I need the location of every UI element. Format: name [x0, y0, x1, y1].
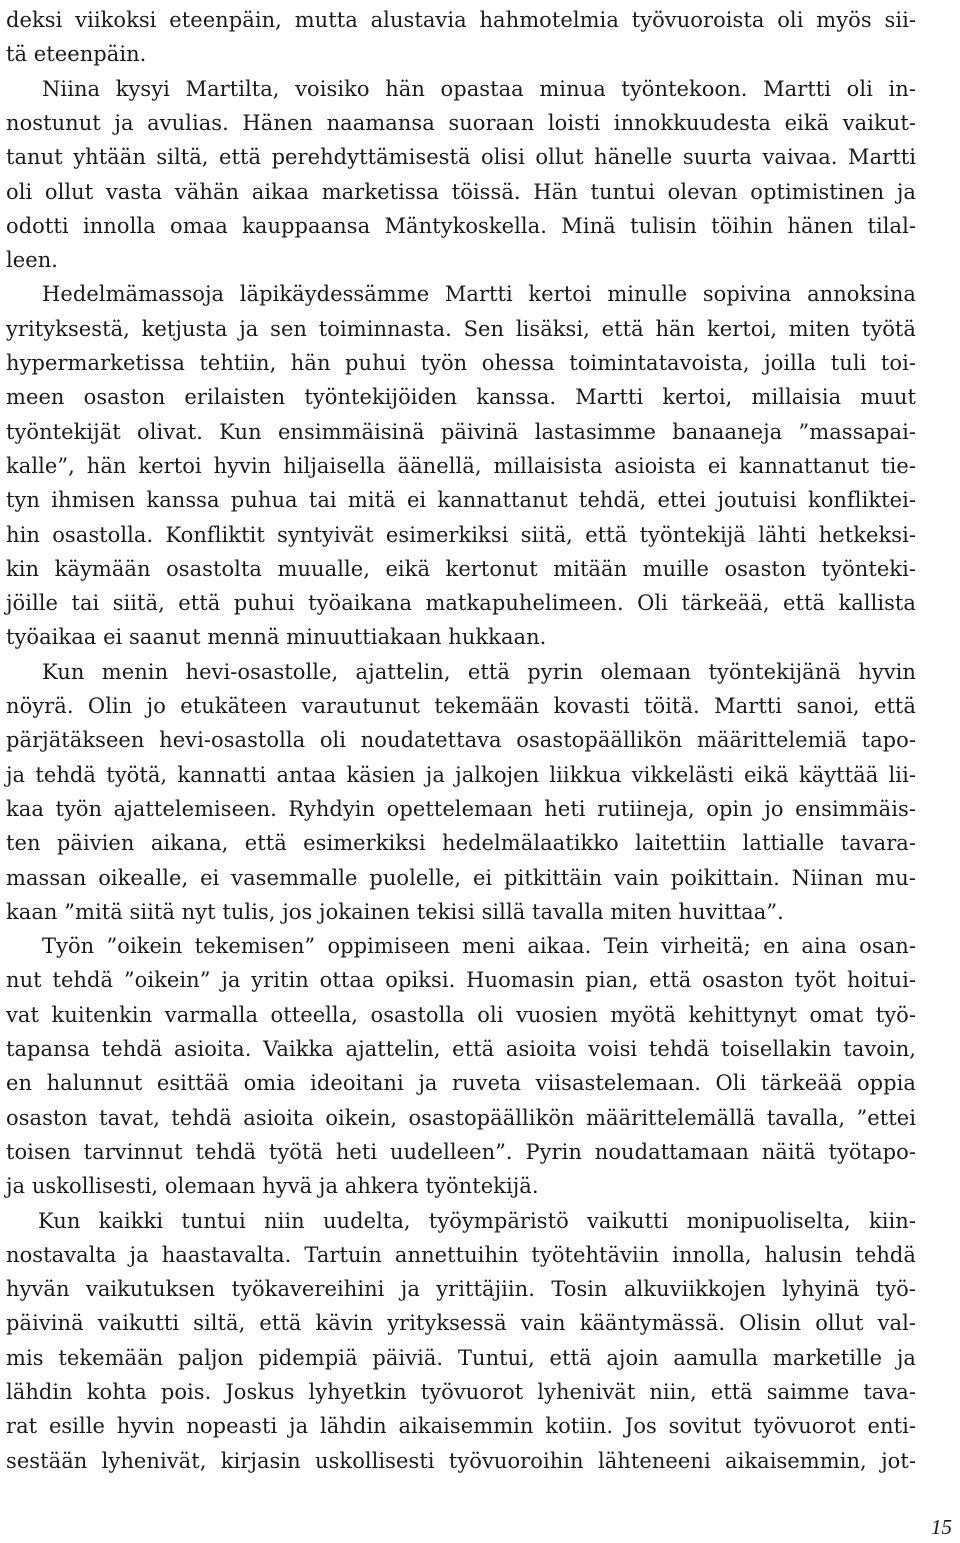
text-line: Kun menin hevi-osastolle, ajattelin, että pyrin olemaan työntekijänä hyvin	[42, 659, 916, 684]
text-line: Kun kaikki tuntui niin uudelta, työympäristö vaikutti monipuoliselta, kiin-	[38, 1208, 916, 1233]
text-line: Työn ”oikein tekemisen” oppimiseen meni aikaa. Tein virheitä; en aina osan-	[42, 934, 916, 959]
text-line: tä eteenpäin.	[6, 42, 147, 67]
text-line: hypermarketissa tehtiin, hän puhui työn ohessa toimintatavoista, joilla tuli toi-	[6, 351, 916, 375]
text-line: nostavalta ja haastavalta. Tartuin annettuihin työtehtäviin innolla, halusin tehdä	[6, 1242, 916, 1267]
text-line: nut tehdä ”oikein” ja yritin ottaa opiksi. Huomasin pian, että osaston työt hoitui-	[6, 968, 916, 993]
text-line: jöille tai siitä, että puhui työaikana matkapuhelimeen. Oli tärkeää, että kallista	[6, 591, 916, 616]
text-line: kaa työn ajattelemiseen. Ryhdyin opettelemaan heti rutiineja, opin jo ensimmäis-	[6, 796, 916, 821]
text-line: lähdin kohta pois. Joskus lyhyetkin työvuorot lyhenivät niin, että saimme tava-	[6, 1380, 916, 1404]
text-line: deksi viikoksi eteenpäin, mutta alustavia hahmotelmia työvuoroista oli myös sii-	[6, 8, 916, 32]
text-line: tyn ihmisen kanssa puhua tai mitä ei kannattanut tehdä, ettei joutuisi konfliktei-	[6, 488, 916, 513]
text-line: kin käymään osastolta muualle, eikä kertonut mitään muille osaston työnteki-	[6, 556, 916, 581]
text-line: sestään lyhenivät, kirjasin uskollisesti työvuoroihin lähteneeni aikaisemmin, jot-	[6, 1448, 916, 1473]
text-line: kaan ”mitä siitä nyt tulis, jos jokainen tekisi sillä tavalla miten huvittaa”.	[6, 899, 784, 924]
text-line: Niina kysyi Martilta, voisiko hän opastaa minua työntekoon. Martti oli in-	[42, 76, 916, 101]
text-line: oli ollut vasta vähän aikaa marketissa töissä. Hän tuntui olevan optimistinen ja	[6, 179, 916, 204]
text-line: ja tehdä työtä, kannatti antaa käsien ja jalkojen liikkua vikkelästi eikä käyttää lii-	[6, 762, 916, 787]
text-line: leen.	[6, 248, 59, 273]
text-line: odotti innolla omaa kauppaansa Mäntykoskella. Minä tulisin töihin hänen tilal-	[6, 213, 916, 238]
page-number: 15	[931, 1515, 952, 1539]
text-line: massan oikealle, ei vasemmalle puolelle, ei pitkittäin vain poikittain. Niinan mu-	[6, 865, 916, 890]
text-line: työntekijät olivat. Kun ensimmäisinä päivinä lastasimme banaaneja ”massapai-	[6, 419, 916, 444]
text-line: yrityksestä, ketjusta ja sen toiminnasta. Sen lisäksi, että hän kertoi, miten työtä	[6, 316, 916, 341]
text-line: en halunnut esittää omia ideoitani ja ruveta viisastelemaan. Oli tärkeää oppia	[6, 1071, 916, 1096]
text-line: työaikaa ei saanut mennä minuuttiakaan hukkaan.	[6, 625, 547, 650]
text-line: nöyrä. Olin jo etukäteen varautunut tekemään kovasti töitä. Martti sanoi, että	[6, 694, 916, 718]
text-line: ja uskollisesti, olemaan hyvä ja ahkera työntekijä.	[6, 1174, 539, 1199]
text-line: mis tekemään paljon pidempiä päiviä. Tuntui, että ajoin aamulla marketille ja	[6, 1345, 916, 1370]
text-line: Hedelmämassoja läpikäydessämme Martti kertoi minulle sopivina annoksina	[42, 282, 916, 307]
text-line: päivinä vaikutti siltä, että kävin yrityksessä vain kääntymässä. Olisin ollut val-	[6, 1311, 916, 1336]
text-line: hyvän vaikutuksen työkavereihini ja yrittäjiin. Tosin alkuviikkojen lyhyinä työ-	[6, 1277, 916, 1302]
text-line: pärjätäkseen hevi-osastolla oli noudatettava osastopäällikön määrittelemiä tapo-	[6, 728, 916, 753]
text-line: osaston tavat, tehdä asioita oikein, osastopäällikön määrittelemällä tavalla, ”ettei	[6, 1105, 916, 1130]
text-line: meen osaston erilaisten työntekijöiden kanssa. Martti kertoi, millaisia muut	[6, 385, 916, 410]
text-line: kalle”, hän kertoi hyvin hiljaisella äänellä, millaisista asioista ei kannattanut tie-	[6, 453, 916, 478]
text-line: nostunut ja avulias. Hänen naamansa suoraan loisti innokkuudesta eikä vaikut-	[6, 110, 916, 135]
text-line: toisen tarvinnut tehdä työtä heti uudelleen”. Pyrin noudattamaan näitä työtapo-	[6, 1139, 916, 1164]
text-line: ten päivien aikana, että esimerkiksi hedelmälaatikko laitettiin lattialle tavara-	[6, 831, 916, 856]
text-line: vat kuitenkin varmalla otteella, osastolla oli vuosien myötä kehittynyt omat työ-	[6, 1002, 916, 1027]
text-line: rat esille hyvin nopeasti ja lähdin aikaisemmin kotiin. Jos sovitut työvuorot enti-	[6, 1414, 916, 1439]
text-line: tapansa tehdä asioita. Vaikka ajattelin, että asioita voisi tehdä toisellakin tavoin,	[6, 1037, 916, 1061]
text-line: hin osastolla. Konfliktit syntyivät esimerkiksi siitä, että työntekijä lähti hetkeksi-	[6, 522, 916, 547]
text-line: tanut yhtään siltä, että perehdyttämisestä olisi ollut hänelle suurta vaivaa. Martti	[6, 145, 916, 170]
